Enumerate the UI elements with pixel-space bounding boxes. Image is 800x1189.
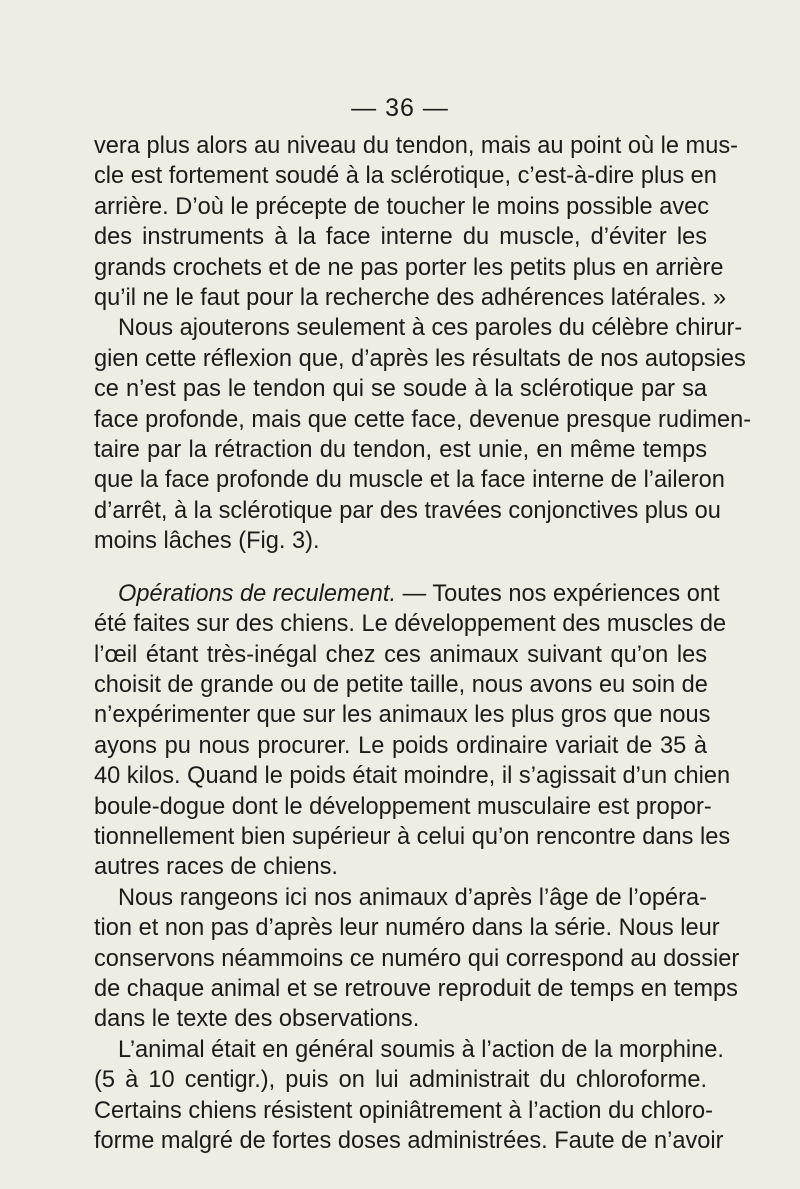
text-line: tion et non pas d’après leur numéro dans la série. Nous leur [94,915,720,942]
text-line: dans le texte des observations. [94,1006,420,1033]
text-fragment: — Toutes nos expériences ont [396,580,720,607]
text-line: face profonde, mais que cette face, devenue presque rudimen- [94,406,752,433]
text-line: des instruments à la face interne du muscle, d’éviter les [94,224,707,251]
text-line: été faites sur des chiens. Le développement des muscles de [94,611,727,638]
paragraph-gap [94,557,707,579]
text-line: moins lâches (Fig. 3). [94,528,320,555]
paragraph [94,131,738,313]
text-line: qu’il ne le faut pour la recherche des adhérences latérales. » [94,285,727,312]
text-line: Certains chiens résistent opiniâtrement à l’action du chloro- [94,1097,713,1124]
text-line: grands crochets et de ne pas porter les petits plus en arrière [94,254,724,281]
text-line: 40 kilos. Quand le poids était moindre, il s’agissait d’un chien [94,763,731,790]
text-line: conservons néammoins ce numéro qui correspond au dossier [94,945,740,972]
text-line: ayons pu nous procurer. Le poids ordinaire variait de 35 à [94,732,707,759]
text-line: boule-dogue dont le développement musculaire est propor- [94,793,712,820]
text-line: l’œil étant très-inégal chez ces animaux suivant qu’on les [94,641,707,668]
body-text [94,131,752,1156]
text-line: Nous rangeons ici nos animaux d’après l’âge de l’opéra- [118,884,707,911]
text-line: n’expérimenter que sur les animaux les plus gros que nous [94,702,711,729]
page-number: — 36 — [351,94,449,122]
text-line: tionnellement bien supérieur à celui qu’on rencontre dans les [94,823,731,850]
text-line: cle est fortement soudé à la sclérotique, c’est-à-dire plus en [94,163,717,190]
paragraph [94,1035,724,1157]
text-line: (5 à 10 centigr.), puis on lui administrait du chloroforme. [94,1067,707,1094]
text-line: vera plus alors au niveau du tendon, mais au point où le mus- [94,133,738,159]
text-line: autres races de chiens. [94,854,338,881]
text-line: d’arrêt, à la sclérotique par des travées conjonctives plus ou [94,497,721,524]
paragraph [94,579,731,883]
text-line: que la face profonde du muscle et la face interne de l’aileron [94,467,725,494]
text-line: de chaque animal et se retrouve reproduit de temps en temps [94,975,738,1002]
text-line: L’animal était en général soumis à l’action de la morphine. [118,1036,724,1063]
text-line: gien cette réflexion que, d’après les résultats de nos autopsies [94,345,746,372]
text-line: Nous ajouterons seulement à ces paroles du célèbre chirur- [118,315,743,342]
text-line: arrière. D’où le précepte de toucher le moins possible avec [94,193,710,220]
paragraph [94,883,740,1035]
paragraph [94,313,752,556]
text-line: taire par la rétraction du tendon, est unie, en même temps [94,437,707,464]
text-line: forme malgré de fortes doses administrées. Faute de n’avoir [94,1128,724,1154]
text-line: choisit de grande ou de petite taille, nous avons eu soin de [94,671,708,698]
text-line: ce n’est pas le tendon qui se soude à la sclérotique par sa [94,376,707,403]
section-first-line [94,579,720,609]
section-title: Opérations de reculement. [118,580,397,607]
